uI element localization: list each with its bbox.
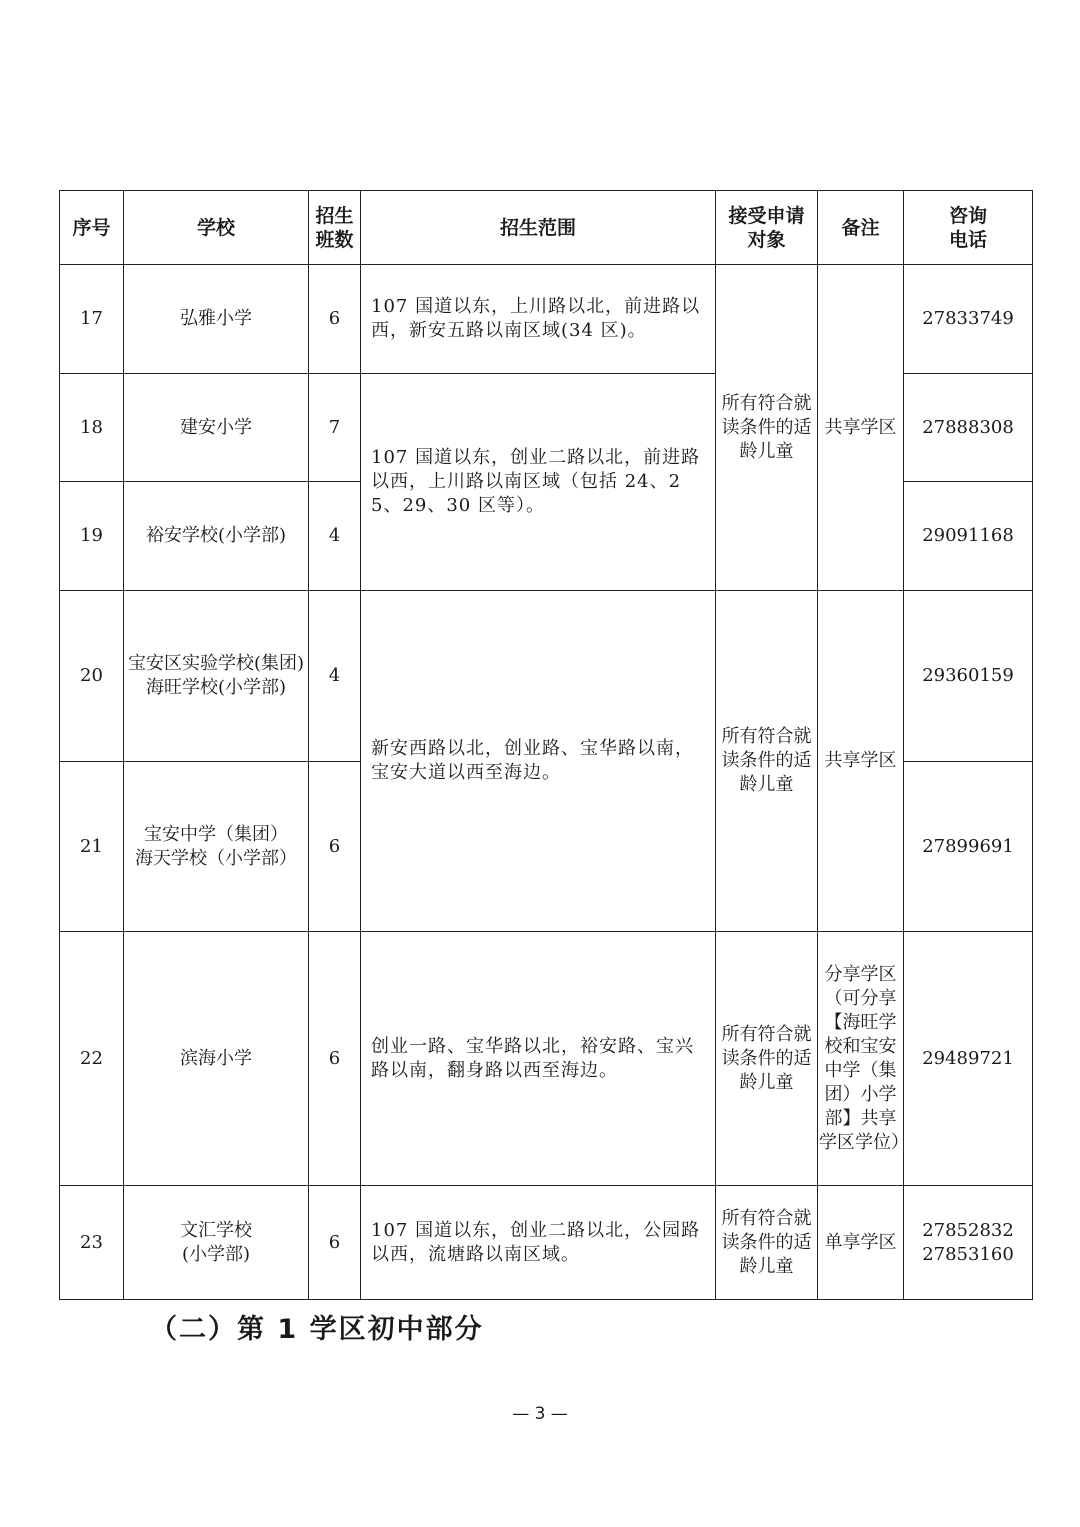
cell-classes: 7	[309, 374, 361, 482]
cell-range: 107 国道以东，上川路以北，前进路以西，新安五路以南区域(34 区)。	[361, 265, 716, 374]
cell-note: 分享学区 （可分享 【海旺学校和宝安中学（集团）小学部】共享学区学位）	[818, 932, 904, 1186]
cell-classes: 6	[309, 1186, 361, 1300]
cell-classes: 6	[309, 932, 361, 1186]
cell-classes: 4	[309, 591, 361, 762]
cell-school: 建安小学	[124, 374, 309, 482]
table-row	[60, 591, 1033, 762]
cell-classes: 4	[309, 482, 361, 591]
cell-target: 所有符合就读条件的适龄儿童	[716, 265, 818, 591]
cell-classes: 6	[309, 762, 361, 932]
cell-school: 宝安中学（集团） 海天学校（小学部）	[124, 762, 309, 932]
cell-phone: 27888308	[904, 374, 1033, 482]
cell-target: 所有符合就读条件的适龄儿童	[716, 1186, 818, 1300]
cell-seq: 19	[60, 482, 124, 591]
cell-target: 所有符合就读条件的适龄儿童	[716, 932, 818, 1186]
cell-school: 滨海小学	[124, 932, 309, 1186]
cell-school: 文汇学校 (小学部)	[124, 1186, 309, 1300]
cell-phone: 27833749	[904, 265, 1033, 374]
cell-note: 共享学区	[818, 265, 904, 591]
cell-note: 单享学区	[818, 1186, 904, 1300]
header-seq: 序号	[60, 191, 124, 265]
cell-range: 新安西路以北，创业路、宝华路以南，宝安大道以西至海边。	[361, 591, 716, 932]
cell-range: 创业一路、宝华路以北，裕安路、宝兴路以南，翻身路以西至海边。	[361, 932, 716, 1186]
cell-range: 107 国道以东，创业二路以北，前进路以西，上川路以南区域（包括 24、25、29、30 区等）。	[361, 374, 716, 591]
cell-seq: 18	[60, 374, 124, 482]
table-row	[60, 1186, 1033, 1300]
cell-target: 所有符合就读条件的适龄儿童	[716, 591, 818, 932]
header-range: 招生范围	[361, 191, 716, 265]
cell-seq: 20	[60, 591, 124, 762]
header-note: 备注	[818, 191, 904, 265]
cell-seq: 17	[60, 265, 124, 374]
cell-seq: 22	[60, 932, 124, 1186]
table-row	[60, 265, 1033, 374]
cell-phone: 27852832 27853160	[904, 1186, 1033, 1300]
cell-phone: 29091168	[904, 482, 1033, 591]
cell-phone: 29489721	[904, 932, 1033, 1186]
cell-school: 弘雅小学	[124, 265, 309, 374]
cell-note: 共享学区	[818, 591, 904, 932]
header-school: 学校	[124, 191, 309, 265]
header-phone: 咨询 电话	[904, 191, 1033, 265]
cell-phone: 29360159	[904, 591, 1033, 762]
cell-range: 107 国道以东，创业二路以北，公园路以西，流塘路以南区域。	[361, 1186, 716, 1300]
cell-classes: 6	[309, 265, 361, 374]
table-header-row	[60, 191, 1033, 265]
header-classes: 招生 班数	[309, 191, 361, 265]
cell-phone: 27899691	[904, 762, 1033, 932]
section-title: （二）第 1 学区初中部分	[150, 1314, 484, 1345]
table-row	[60, 932, 1033, 1186]
cell-seq: 23	[60, 1186, 124, 1300]
enrollment-table	[59, 190, 1033, 1300]
page-number: — 3 —	[512, 1404, 568, 1424]
header-target: 接受申请 对象	[716, 191, 818, 265]
cell-seq: 21	[60, 762, 124, 932]
cell-school: 宝安区实验学校(集团) 海旺学校(小学部)	[124, 591, 309, 762]
cell-school: 裕安学校(小学部)	[124, 482, 309, 591]
